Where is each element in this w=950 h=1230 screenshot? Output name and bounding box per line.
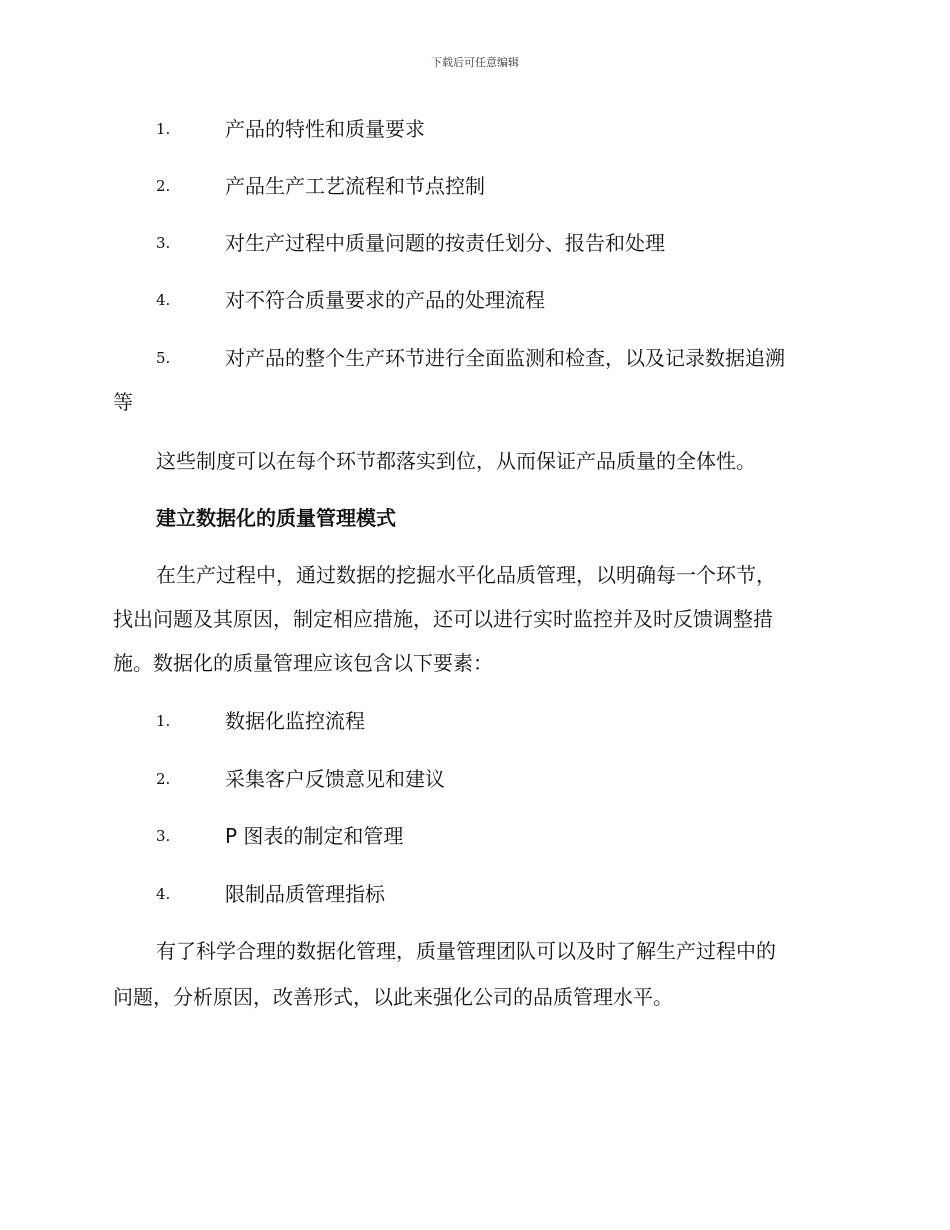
section-heading [156,503,876,533]
list-item-number: 4. [156,885,171,903]
list-item-number: 3. [156,827,171,845]
list-item-continuation-text: 等 [113,390,133,414]
paragraph-text: 施。数据化的质量管理应该包含以下要素： [113,651,493,675]
list-item-text: 对产品的整个生产环节进行全面监测和检查，以及记录数据追溯 [225,346,785,370]
paragraph-text: 找出问题及其原因，制定相应措施，还可以进行实时监控并及时反馈调整措 [113,607,773,631]
paragraph [156,446,876,476]
list-item-text: 对不符合质量要求的产品的处理流程 [225,288,545,312]
paragraph-text: 这些制度可以在每个环节都落实到位，从而保证产品质量的全体性。 [156,449,756,473]
list-item-text: 对生产过程中质量问题的按责任划分、报告和处理 [225,231,665,255]
paragraph-line [156,936,876,966]
paragraph-text: 问题，分析原因，改善形式，以此来强化公司的品质管理水平。 [113,985,673,1009]
list-item-continuation [113,387,833,417]
list-item-number: 4. [156,291,171,309]
paragraph-line [156,560,876,590]
list-item-text: P 图表的制定和管理 [225,824,404,848]
list-item-text: 限制品质管理指标 [225,882,385,906]
paragraph-line [113,982,833,1012]
list-item-number: 3. [156,234,171,252]
list-item-number: 5. [156,349,171,367]
paragraph-line [113,648,833,678]
list-item-number: 2. [156,177,171,195]
paragraph-text: 有了科学合理的数据化管理，质量管理团队可以及时了解生产过程中的 [156,939,776,963]
paragraph-text: 在生产过程中，通过数据的挖掘水平化品质管理，以明确每一个环节， [156,563,776,587]
section-heading-text: 建立数据化的质量管理模式 [156,506,396,530]
paragraph-line [113,604,833,634]
page-header-note: 下载后可任意编辑 [431,56,519,69]
list-item-text: 产品生产工艺流程和节点控制 [225,174,485,198]
list-item-number: 1. [156,712,171,730]
list-item-text: 数据化监控流程 [225,709,365,733]
list-item-text: 采集客户反馈意见和建议 [225,767,445,791]
list-item-number: 1. [156,120,171,138]
list-item-number: 2. [156,770,171,788]
list-item-text: 产品的特性和质量要求 [225,117,425,141]
